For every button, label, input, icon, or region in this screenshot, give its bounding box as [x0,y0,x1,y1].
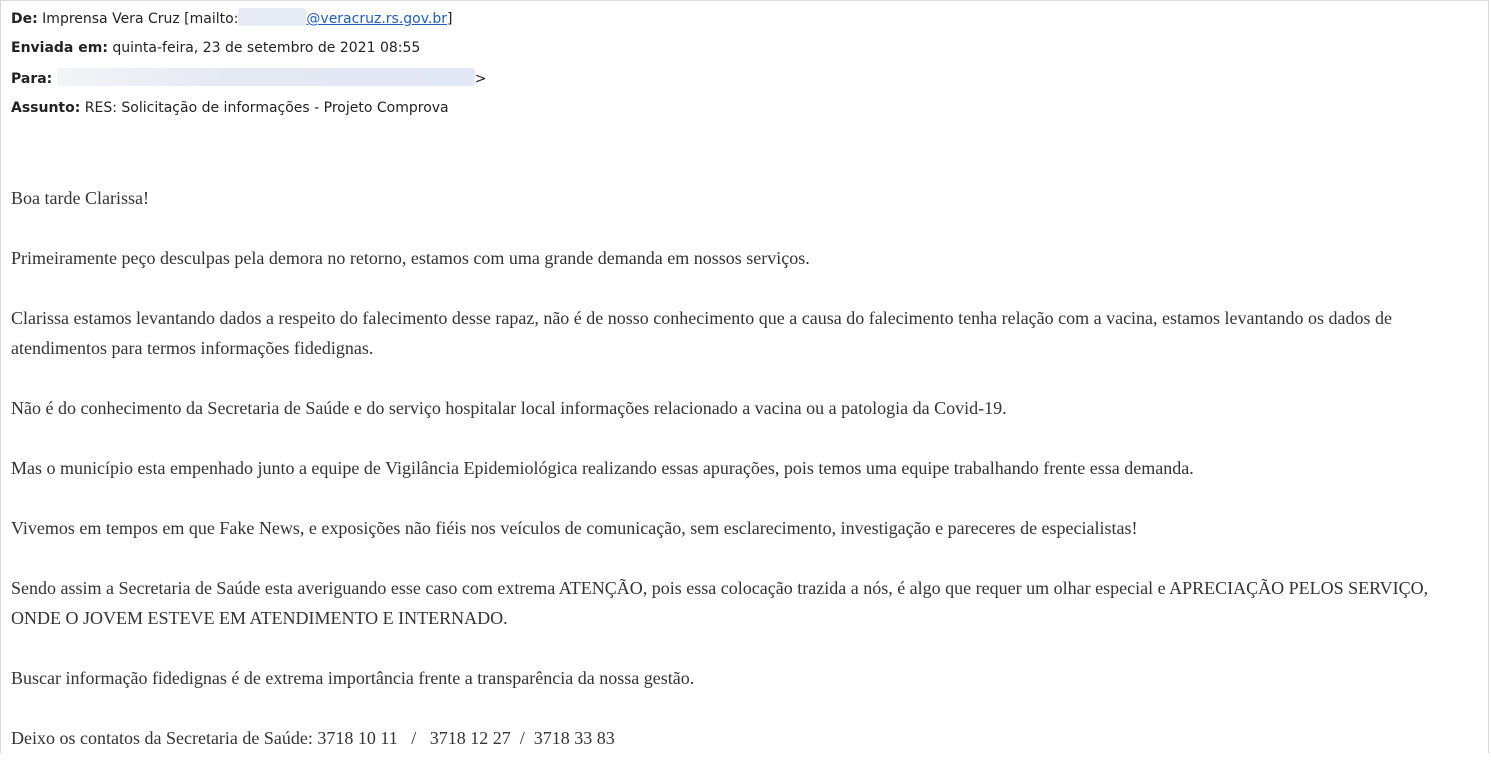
email-body [11,183,1481,783]
paragraph-municipality: Mas o município esta empenhado junto a equipe de Vigilância Epidemiológica realizando essas apurações, pois temos uma equipe trabalhando frente essa demanda. [11,458,1194,478]
redacted-email-user [238,8,306,26]
subject-label: Assunto: [11,100,81,116]
paragraph-attention: Sendo assim a Secretaria de Saúde esta averiguando esse caso com extrema ATENÇÃO, pois essa colocação trazida a nós, é algo que requer um olhar especial e APRECIAÇÃO PELOS SERVIÇO, ONDE O JOVEM ESTEVE EM ATENDIMENTO E INTERNADO. [11,578,1429,628]
sent-label: Enviada em: [11,40,108,56]
to-label: Para: [11,71,53,87]
sent-line [11,38,486,68]
to-line [11,68,486,98]
paragraph-transparency: Buscar informação fidedignas é de extrema importância frente a transparência da nossa gestão. [11,668,695,688]
from-email-link[interactable]: @veracruz.rs.gov.br [306,11,448,27]
subject-value: RES: Solicitação de informações - Projeto Comprova [84,100,449,116]
to-close: > [474,71,487,87]
paragraph-no-knowledge: Não é do conhecimento da Secretaria de Saúde e do serviço hospitalar local informações relacionado a vacina ou a patologia da Covid-19. [11,398,1007,418]
sent-value: quinta-feira, 23 de setembro de 2021 08:55 [112,40,421,56]
from-close: ] [447,11,453,27]
from-name: Imprensa Vera Cruz [mailto: [42,11,239,27]
from-label: De: [11,11,38,27]
paragraph-fake-news: Vivemos em tempos em que Fake News, e exposições não fiéis nos veículos de comunicação, sem esclarecimento, investigação e pareceres de especialistas! [11,518,1138,538]
greeting: Boa tarde Clarissa! [11,188,149,208]
redacted-recipient [57,68,475,86]
email-header [11,8,486,128]
paragraph-contacts: Deixo os contatos da Secretaria de Saúde: 3718 10 11 / 3718 12 27 / 3718 33 83 [11,728,615,748]
paragraph-investigation: Clarissa estamos levantando dados a respeito do falecimento desse rapaz, não é de nosso conhecimento que a causa do falecimento tenha relação com a vacina, estamos levantando os dados de atendimentos para termos informações fidedignas. [11,308,1392,358]
paragraph-apology: Primeiramente peço desculpas pela demora no retorno, estamos com uma grande demanda em nossos serviços. [11,248,810,268]
from-line [11,8,486,38]
subject-line [11,98,486,128]
